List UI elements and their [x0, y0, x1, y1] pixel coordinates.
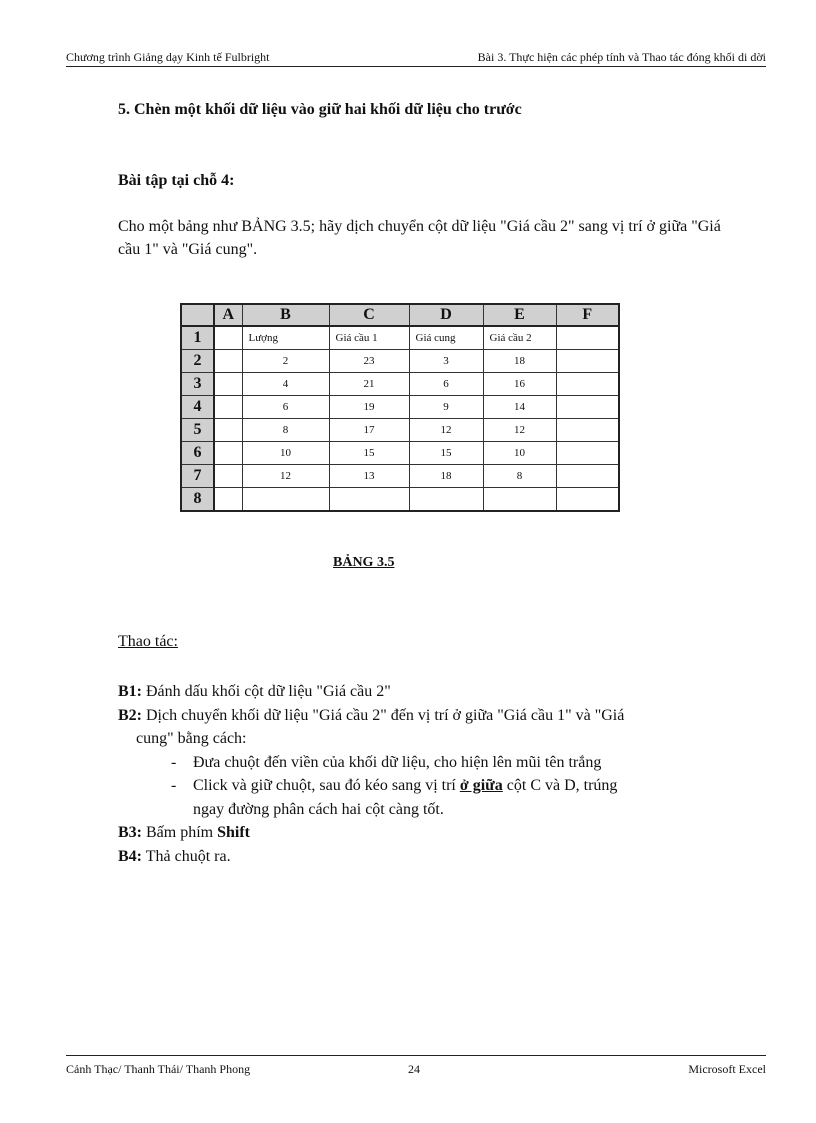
cell: 18	[409, 465, 483, 488]
row-header: 6	[181, 442, 214, 465]
section-title: 5. Chèn một khối dữ liệu vào giữ hai khối dữ liệu cho trước	[118, 101, 522, 118]
row-header: 7	[181, 465, 214, 488]
table-row	[181, 442, 619, 465]
row-header: 1	[181, 326, 214, 350]
cell: 8	[242, 419, 329, 442]
table-caption: BẢNG 3.5	[333, 555, 395, 570]
cell	[556, 326, 619, 350]
cell: 9	[409, 396, 483, 419]
cell	[214, 396, 242, 419]
cell: 15	[329, 442, 409, 465]
cell: 10	[483, 442, 556, 465]
cell	[214, 326, 242, 350]
cell: Giá cầu 2	[483, 326, 556, 350]
cell: Giá cầu 1	[329, 326, 409, 350]
cell: 6	[409, 373, 483, 396]
step-text: Đánh dấu khối cột dữ liệu "Giá cầu 2"	[142, 683, 391, 700]
table-row	[181, 396, 619, 419]
header-lesson: Bài 3. Thực hiện các phép tính và Thao tác đóng khối di dời	[477, 50, 766, 64]
step-label: B4:	[118, 847, 142, 865]
column-header-row	[181, 304, 619, 326]
column-header: F	[556, 304, 619, 326]
cell: Giá cung	[409, 326, 483, 350]
cell: 16	[483, 373, 556, 396]
cell	[556, 373, 619, 396]
cell: 4	[242, 373, 329, 396]
operations-title: Thao tác:	[118, 633, 178, 650]
cell: 10	[242, 442, 329, 465]
cell	[556, 442, 619, 465]
page-header	[66, 48, 766, 67]
cell: 12	[483, 419, 556, 442]
step-text: Thả chuột ra.	[142, 847, 231, 865]
cell: 18	[483, 350, 556, 373]
exercise-title: Bài tập tại chỗ 4:	[118, 172, 235, 189]
corner-cell	[181, 304, 214, 326]
column-header: B	[242, 304, 329, 326]
step-label: B2:	[118, 706, 142, 724]
cell: 23	[329, 350, 409, 373]
cell	[329, 488, 409, 512]
header-course: Chương trình Giảng dạy Kinh tế Fulbright	[66, 50, 270, 64]
key-name: Shift	[217, 824, 251, 841]
table-row	[181, 373, 619, 396]
cell	[556, 396, 619, 419]
cell	[242, 488, 329, 512]
column-header: E	[483, 304, 556, 326]
cell	[214, 465, 242, 488]
intro-paragraph: Cho một bảng như BẢNG 3.5; hãy dịch chuyển cột dữ liệu "Giá cầu 2" sang vị trí ở giữa "Giá cầu 1" và "Giá cung".	[118, 218, 721, 258]
step-3	[118, 821, 738, 845]
cell	[556, 465, 619, 488]
bullet-item	[118, 774, 738, 798]
cell: 6	[242, 396, 329, 419]
step-label: B3:	[118, 824, 142, 841]
step-label: B1:	[118, 683, 142, 700]
cell	[214, 350, 242, 373]
cell: 2	[242, 350, 329, 373]
bullet-text: Click và giữ chuột, sau đó kéo sang vị trí	[193, 777, 460, 794]
row-header: 2	[181, 350, 214, 373]
cell: 3	[409, 350, 483, 373]
bullet-continuation: ngay đường phân cách hai cột càng tốt.	[193, 800, 444, 818]
cell	[556, 350, 619, 373]
cell: 12	[242, 465, 329, 488]
table-row	[181, 488, 619, 512]
cell: 15	[409, 442, 483, 465]
cell: Lượng	[242, 326, 329, 350]
cell	[483, 488, 556, 512]
step-2	[118, 704, 738, 728]
steps-list	[118, 680, 738, 868]
cell: 12	[409, 419, 483, 442]
cell	[556, 419, 619, 442]
step-2-continuation: cung" bằng cách:	[136, 730, 247, 747]
bullet-mark: -	[171, 753, 177, 771]
spreadsheet-table	[180, 303, 620, 512]
step-1	[118, 680, 738, 704]
cell: 14	[483, 396, 556, 419]
column-header: D	[409, 304, 483, 326]
page-number: 24	[408, 1062, 420, 1076]
cell: 19	[329, 396, 409, 419]
step-text: Bấm phím	[142, 824, 218, 841]
row-header: 3	[181, 373, 214, 396]
cell: 17	[329, 419, 409, 442]
footer-authors: Cảnh Thạc/ Thanh Thái/ Thanh Phong	[66, 1062, 251, 1076]
table-row	[181, 465, 619, 488]
column-header: A	[214, 304, 242, 326]
cell	[214, 442, 242, 465]
bullet-text: Đưa chuột đến viền của khối dữ liệu, cho hiện lên mũi tên trắng	[193, 753, 602, 771]
table-row	[181, 350, 619, 373]
bullet-text: cột C và D, trúng	[502, 777, 618, 794]
bullet-mark: -	[171, 777, 177, 794]
column-header: C	[329, 304, 409, 326]
cell	[409, 488, 483, 512]
row-header: 4	[181, 396, 214, 419]
table-row	[181, 326, 619, 350]
cell	[214, 373, 242, 396]
bullet-item	[118, 751, 738, 775]
row-header: 8	[181, 488, 214, 512]
cell	[556, 488, 619, 512]
cell	[214, 488, 242, 512]
table-row	[181, 419, 619, 442]
page-footer	[66, 1055, 766, 1076]
step-text: Dịch chuyển khối dữ liệu "Giá cầu 2" đến vị trí ở giữa "Giá cầu 1" và "Giá	[142, 706, 625, 724]
cell: 21	[329, 373, 409, 396]
cell: 13	[329, 465, 409, 488]
bullet-emphasis: ở giữa	[459, 777, 503, 794]
row-header: 5	[181, 419, 214, 442]
step-4	[118, 845, 738, 869]
footer-subject: Microsoft Excel	[688, 1062, 766, 1076]
cell	[214, 419, 242, 442]
cell: 8	[483, 465, 556, 488]
